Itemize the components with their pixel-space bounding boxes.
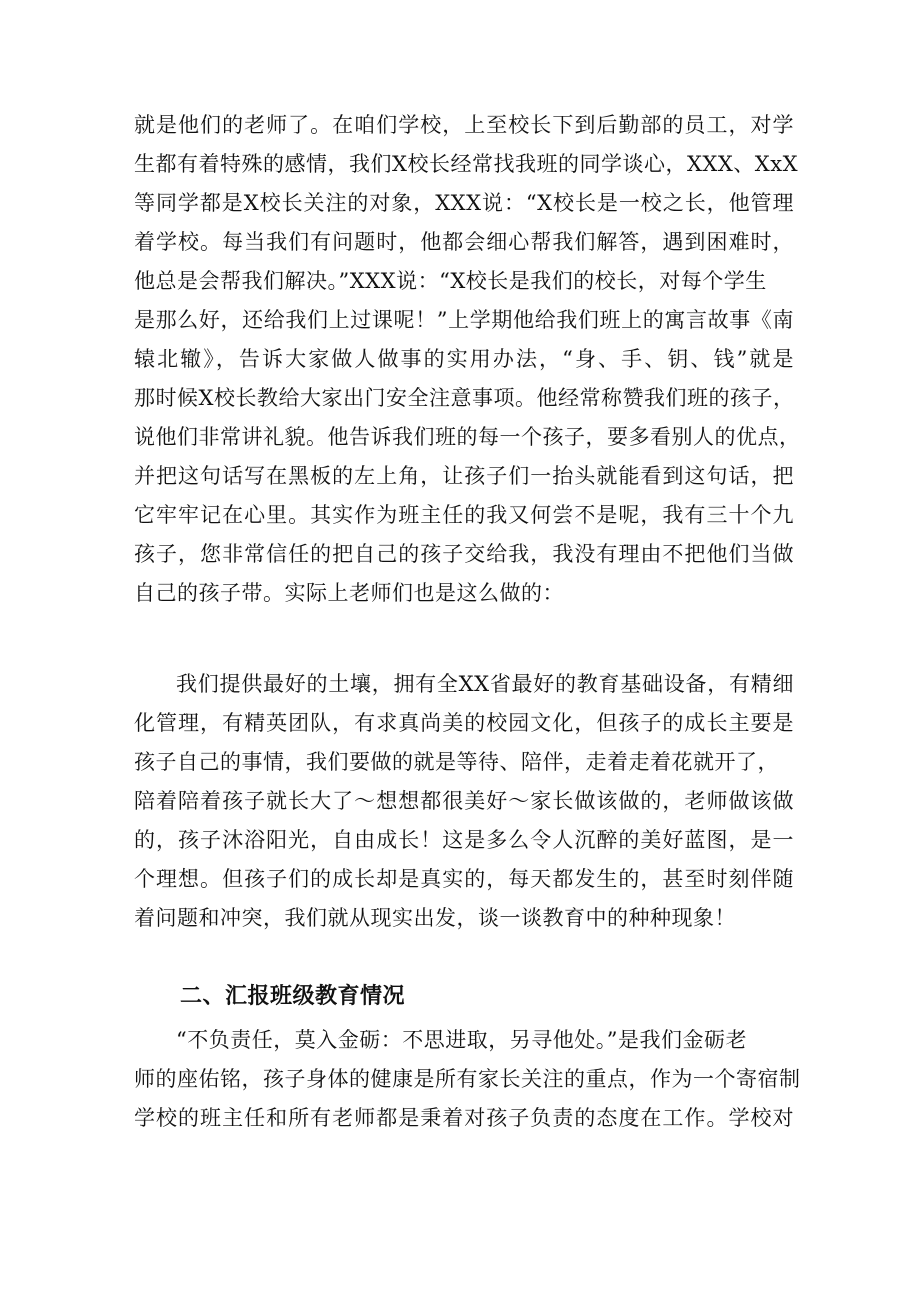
text-line: 说他们非常讲礼貌。他告诉我们班的每一个孩子，要多看别人的优点， xyxy=(134,425,801,449)
text-line: 生都有着特殊的感情，我们X校长经常找我班的同学谈心，XXX、XxX xyxy=(134,152,799,176)
text-line: “不负责任，莫入金砺：不思进取，另寻他处。”是我们金砺老 xyxy=(176,1028,747,1052)
text-line: 陪着陪着孩子就长大了～想想都很美好～家长做该做的，老师做该做 xyxy=(134,789,794,813)
text-line: 他总是会帮我们解决。”XXX说：“X校长是我们的校长，对每个学生 xyxy=(134,269,767,293)
text-line: 就是他们的老师了。在咱们学校，上至校长下到后勤部的员工，对学 xyxy=(134,113,794,137)
section-heading: 二、汇报班级教育情况 xyxy=(180,984,406,1009)
text-line: 着学校。每当我们有问题时，他都会细心帮我们解答，遇到困难时， xyxy=(134,230,794,254)
text-line: 自己的孩子带。实际上老师们也是这么做的： xyxy=(134,581,564,605)
text-line: 孩子自己的事情，我们要做的就是等待、陪伴，走着走着花就开了， xyxy=(134,750,779,774)
paragraph-1 xyxy=(134,106,801,613)
text-line: 那时候X校长教给大家出门安全注意事项。他经常称赞我们班的孩子， xyxy=(134,386,795,410)
text-line: 的，孩子沐浴阳光，自由成长！这是多么令人沉醉的美好蓝图，是一 xyxy=(134,828,794,852)
text-line: 着问题和冲突，我们就从现实出发，谈一谈教育中的种种现象！ xyxy=(134,906,736,930)
text-line: 等同学都是X校长关注的对象，XXX说：“X校长是一校之长，他管理 xyxy=(134,191,794,215)
text-line: 是那么好，还给我们上过课呢！”上学期他给我们班上的寓言故事《南 xyxy=(134,308,794,332)
paragraph-2 xyxy=(134,665,794,938)
text-line: 并把这句话写在黑板的左上角，让孩子们一抬头就能看到这句话，把 xyxy=(134,464,794,488)
text-line: 辕北辙》，告诉大家做人做事的实用办法，“身、手、钥、钱”就是 xyxy=(134,347,794,371)
paragraph-3 xyxy=(134,1021,801,1138)
text-line: 我们提供最好的土壤，拥有全XX省最好的教育基础设备，有精细 xyxy=(176,672,794,696)
text-line: 孩子，您非常信任的把自己的孩子交给我，我没有理由不把他们当做 xyxy=(134,542,794,566)
text-line: 个理想。但孩子们的成长却是真实的，每天都发生的，甚至时刻伴随 xyxy=(134,867,794,891)
text-line: 学校的班主任和所有老师都是秉着对孩子负责的态度在工作。学校对 xyxy=(134,1106,794,1130)
text-line: 化管理，有精英团队，有求真尚美的校园文化，但孩子的成长主要是 xyxy=(134,711,794,735)
text-line: 师的座佑铭，孩子身体的健康是所有家长关注的重点，作为一个寄宿制 xyxy=(134,1067,801,1091)
text-line: 它牢牢记在心里。其实作为班主任的我又何尝不是呢，我有三十个九 xyxy=(134,503,794,527)
